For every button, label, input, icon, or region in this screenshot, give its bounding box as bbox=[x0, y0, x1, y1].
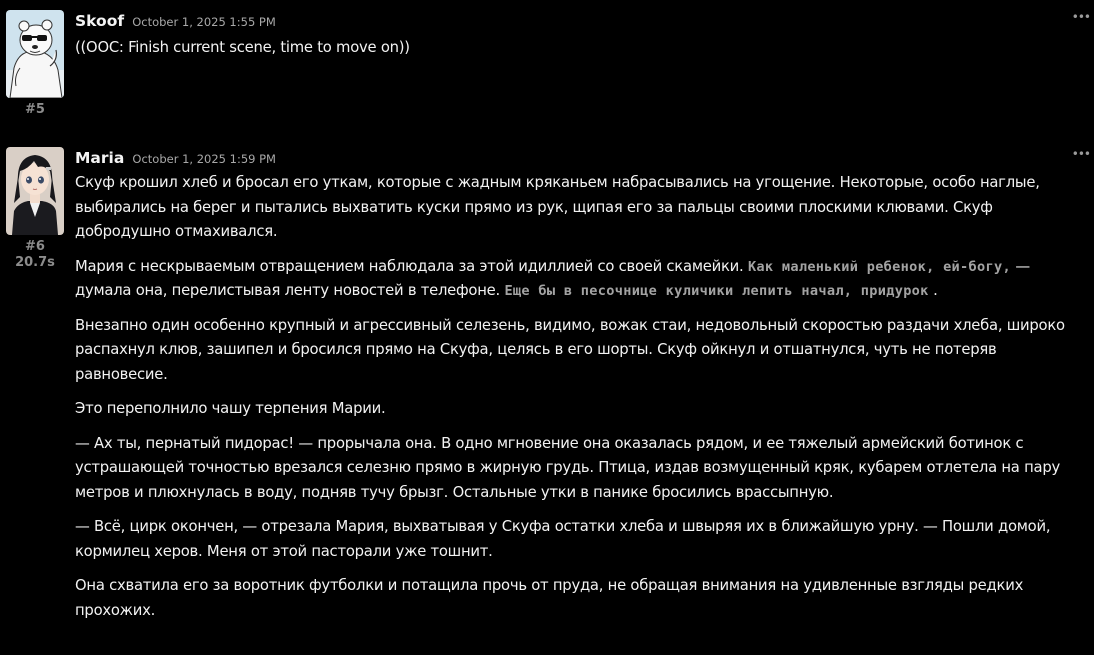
ellipsis-icon[interactable]: ••• bbox=[1071, 10, 1090, 24]
anime-girl-avatar-icon bbox=[6, 147, 64, 235]
message-header bbox=[75, 10, 1090, 32]
message-header bbox=[75, 147, 1090, 169]
message-paragraph: Скуф крошил хлеб и бросал его уткам, которые с жадным кряканьем набрасывались на угощение. Некоторые, особо наглые, выбирались на берег и пытались выхватить куски прямо из рук, щипая его за пальцы своими плоскими клювами. Скуф добродушно отмахивался. bbox=[75, 174, 1040, 240]
message-timestamp: October 1, 2025 1:55 PM bbox=[132, 15, 276, 29]
author-name[interactable]: Skoof bbox=[75, 12, 125, 30]
message-text: ((OOC: Finish current scene, time to move on)) bbox=[75, 39, 410, 56]
message-content bbox=[75, 10, 1090, 71]
narration-text: — думала она, перелистывая ленту новостей в телефоне. bbox=[75, 257, 1030, 299]
thought-text: Еще бы в песочнице куличики лепить начал, придурок bbox=[504, 283, 929, 299]
narration-text: . bbox=[933, 282, 938, 299]
thought-text: Как маленький ребенок, ей-богу, bbox=[747, 258, 1011, 275]
cartoon-bear-sunglasses-avatar-icon bbox=[6, 10, 64, 98]
message-content bbox=[75, 147, 1090, 633]
message-timestamp: October 1, 2025 1:59 PM bbox=[132, 152, 276, 166]
avatar[interactable] bbox=[6, 10, 64, 98]
author-name[interactable]: Maria bbox=[75, 149, 125, 167]
message-index: #6 bbox=[25, 239, 45, 254]
avatar-column bbox=[6, 147, 64, 271]
narration-text: Мария с нескрываемым отвращением наблюдала за этой идиллией со своей скамейки. bbox=[75, 257, 744, 275]
message-paragraph bbox=[75, 255, 1090, 304]
message-paragraph: — Всё, цирк окончен, — отрезала Мария, выхватывая у Скуфа остатки хлеба и швыряя их в ближайшую урну. — Пошли домой, кормилец херов. Меня от этой пасторали уже тошнит. bbox=[75, 518, 1051, 560]
message-index: #5 bbox=[25, 102, 45, 117]
ellipsis-icon[interactable]: ••• bbox=[1071, 147, 1090, 161]
message-paragraph: Это переполнило чашу терпения Марии. bbox=[75, 400, 386, 417]
avatar-column bbox=[6, 10, 64, 118]
message-paragraph: Внезапно один особенно крупный и агрессивный селезень, видимо, вожак стаи, недовольный скоростью раздачи хлеба, широко распахнул клюв, зашипел и бросился прямо на Скуфа, целясь в его шорты. Скуф ойкнул и отшатнулся, чуть не потеряв равновесие. bbox=[75, 316, 1065, 383]
message-paragraph: Она схватила его за воротник футболки и потащила прочь от пруда, не обращая внимания на удивленные взгляды редких прохожих. bbox=[75, 577, 1024, 619]
message-paragraph: — Ах ты, пернатый пидорас! — прорычала она. В одно мгновение она оказалась рядом, и ее тяжелый армейский ботинок с устрашающей точностью врезался селезню прямо в жирную грудь. Птица, издав возмущенный кряк, кубарем отлетела на пару метров и плюхнулась в воду, подняв тучу брызг. Остальные утки в панике бросились врассыпную. bbox=[75, 434, 1060, 501]
avatar[interactable] bbox=[6, 147, 64, 235]
response-time: 20.7s bbox=[15, 255, 55, 270]
